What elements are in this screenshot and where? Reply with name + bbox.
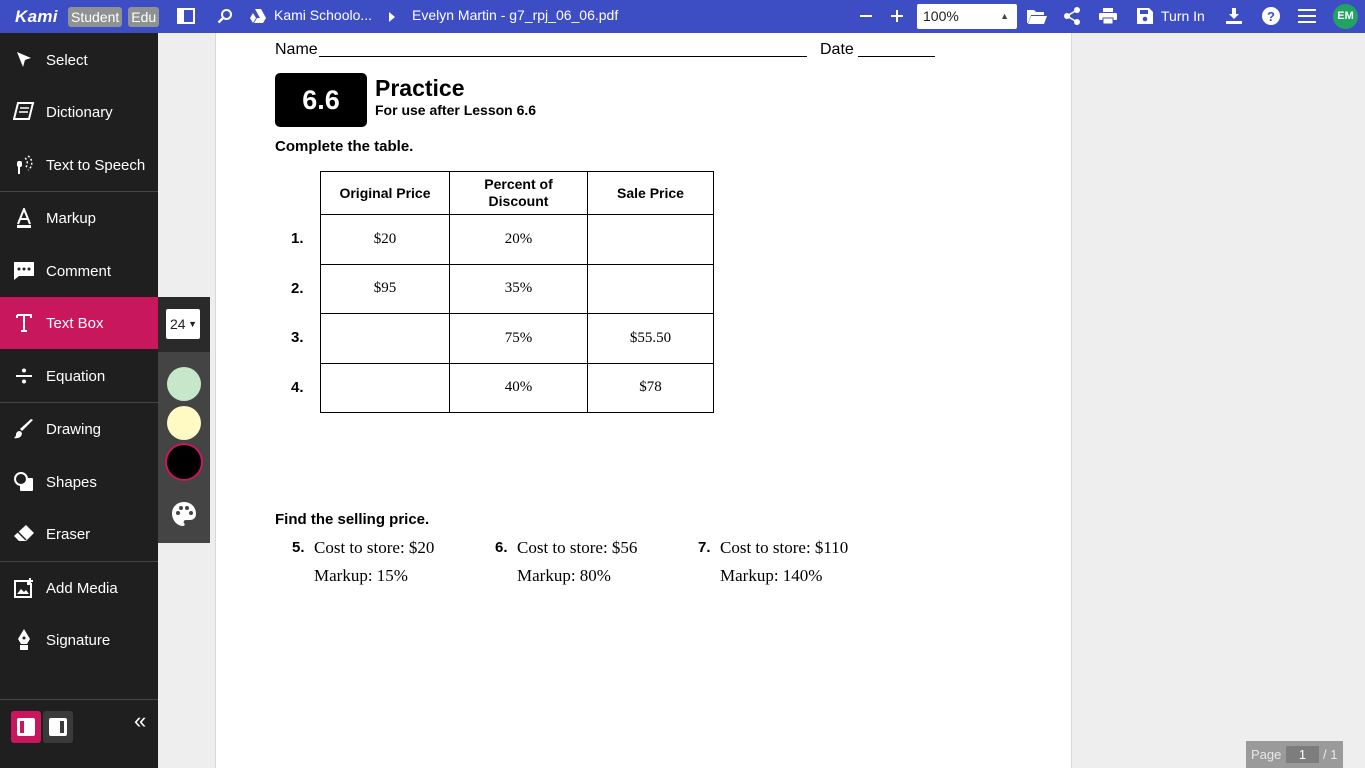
tool-signature[interactable]: [0, 614, 158, 666]
print-icon[interactable]: [1097, 5, 1119, 27]
table-row: [321, 215, 714, 265]
row-number: 1.: [291, 230, 304, 247]
save-icon[interactable]: [1134, 5, 1156, 27]
row-number: 3.: [291, 329, 304, 346]
tool-drawing[interactable]: [0, 403, 158, 455]
problem-cost: Cost to store: $20: [314, 538, 435, 557]
color-swatch-yellow[interactable]: [167, 406, 201, 440]
table-cell-sale: $78: [588, 363, 714, 413]
zoom-select[interactable]: [917, 4, 1017, 29]
edu-badge: Edu: [128, 7, 159, 27]
svg-text:?: ?: [1267, 9, 1275, 24]
table-header: Sale Price: [588, 172, 714, 215]
markup-icon: [0, 208, 46, 228]
layout-left-button[interactable]: [11, 711, 41, 743]
table-cell-sale: $55.50: [588, 314, 714, 364]
problem-number: 6.: [495, 539, 508, 556]
tool-dictionary[interactable]: [0, 86, 158, 138]
table-cell-percent: 20%: [450, 215, 588, 265]
tool-equation[interactable]: [0, 350, 158, 402]
font-size-value: 24: [170, 316, 186, 332]
speech-icon: [0, 155, 46, 175]
tool-shapes-label: Shapes: [46, 473, 97, 491]
user-avatar[interactable]: EM: [1333, 4, 1358, 29]
tool-select[interactable]: [0, 34, 158, 86]
tool-dictionary-label: Dictionary: [46, 103, 113, 121]
layout-right-button[interactable]: [43, 711, 73, 743]
table-header: Percent of Discount: [450, 172, 588, 215]
media-icon: [0, 578, 46, 598]
table-cell-sale[interactable]: [588, 264, 714, 314]
tool-markup[interactable]: [0, 192, 158, 244]
tool-signature-label: Signature: [46, 631, 111, 649]
folder-open-icon[interactable]: [1026, 5, 1048, 27]
problem-number: 5.: [292, 539, 305, 556]
tool-add-media[interactable]: [0, 562, 158, 614]
palette-icon[interactable]: [171, 501, 197, 532]
textbox-icon: [0, 314, 46, 332]
problem-cost: Cost to store: $110: [720, 538, 849, 557]
page-total: / 1: [1323, 747, 1338, 762]
table-cell-sale[interactable]: [588, 215, 714, 265]
textbox-options-panel: [158, 297, 210, 543]
table-row: [321, 264, 714, 314]
tool-text-to-speech-label: Text to Speech: [46, 156, 146, 174]
table-cell-original: $95: [321, 264, 450, 314]
tool-add-media-label: Add Media: [46, 579, 118, 597]
updown-arrow-icon: ▲: [1000, 11, 1009, 21]
eraser-icon: [0, 525, 46, 543]
table-cell-percent: 35%: [450, 264, 588, 314]
tool-drawing-label: Drawing: [46, 420, 102, 438]
tool-select-label: Select: [46, 51, 88, 69]
zoom-value: 100%: [923, 8, 959, 24]
google-drive-icon: [247, 5, 269, 27]
breadcrumb-folder[interactable]: Kami Schoolo...: [274, 7, 373, 23]
name-label: Name: [275, 41, 318, 58]
zoom-out-icon[interactable]: [855, 5, 877, 27]
problem-markup: Markup: 80%: [517, 566, 611, 585]
comment-icon: [0, 262, 46, 280]
instruction-complete-table: Complete the table.: [275, 138, 414, 155]
date-line: [858, 56, 935, 57]
problem-markup: Markup: 15%: [314, 566, 408, 585]
problem-number: 7.: [698, 539, 711, 556]
problem-cost: Cost to store: $56: [517, 538, 638, 557]
page-label: Page: [1251, 747, 1282, 762]
font-size-area: [158, 297, 210, 352]
table-cell-original[interactable]: [321, 314, 450, 364]
breadcrumb-file-name[interactable]: Evelyn Martin - g7_rpj_06_06.pdf: [412, 7, 619, 23]
font-size-select[interactable]: [166, 309, 200, 339]
tool-comment[interactable]: [0, 245, 158, 297]
table-row: [321, 363, 714, 413]
tool-text-box-label: Text Box: [46, 314, 104, 332]
role-badge: Student: [68, 7, 122, 27]
discount-table: [320, 171, 714, 413]
cursor-icon: [0, 51, 46, 69]
book-icon: [0, 102, 46, 122]
share-icon[interactable]: [1061, 5, 1083, 27]
turn-in-button[interactable]: Turn In: [1161, 8, 1205, 24]
instruction-selling-price: Find the selling price.: [275, 511, 430, 528]
tool-text-to-speech[interactable]: [0, 139, 158, 191]
color-swatch-black[interactable]: [167, 445, 201, 479]
lesson-badge: 6.6: [275, 73, 367, 127]
page-title: Practice: [375, 75, 465, 101]
row-number: 4.: [291, 379, 304, 396]
tool-shapes[interactable]: [0, 456, 158, 508]
divide-icon: [0, 368, 46, 384]
collapse-sidebar-icon[interactable]: «: [134, 708, 147, 733]
sidebar-toggle-icon[interactable]: [175, 5, 197, 27]
tool-markup-label: Markup: [46, 209, 97, 227]
tool-comment-label: Comment: [46, 262, 112, 280]
tool-text-box[interactable]: [0, 297, 158, 349]
tool-equation-label: Equation: [46, 367, 106, 385]
name-line: [319, 56, 807, 57]
pen-nib-icon: [0, 629, 46, 651]
color-swatch-green[interactable]: [167, 367, 201, 401]
page-number-input[interactable]: 1: [1286, 746, 1319, 763]
page-indicator: [1246, 741, 1343, 768]
table-cell-percent: 75%: [450, 314, 588, 364]
caret-down-icon: ▼: [188, 319, 197, 329]
tool-eraser[interactable]: [0, 508, 158, 560]
brush-icon: [0, 419, 46, 439]
table-cell-original: $20: [321, 215, 450, 265]
tools-sidebar: [0, 33, 158, 768]
help-icon[interactable]: [1260, 5, 1282, 27]
chevron-right-icon: [389, 9, 395, 27]
zoom-in-icon[interactable]: [886, 5, 908, 27]
download-icon[interactable]: [1223, 5, 1245, 27]
table-header: Original Price: [321, 172, 450, 215]
problem-markup: Markup: 140%: [720, 566, 823, 585]
panel-right-icon: [43, 711, 73, 743]
sidebar-divider: [0, 699, 158, 700]
table-cell-original[interactable]: [321, 363, 450, 413]
kami-logo[interactable]: Kami: [15, 6, 58, 26]
pdf-page: [215, 33, 1072, 768]
date-label: Date: [820, 41, 854, 58]
search-icon[interactable]: [214, 5, 236, 27]
table-cell-percent: 40%: [450, 363, 588, 413]
table-header-row: [321, 172, 714, 215]
top-toolbar: [0, 0, 1365, 33]
shapes-icon: [0, 472, 46, 492]
menu-icon[interactable]: [1296, 5, 1318, 27]
page-subtitle: For use after Lesson 6.6: [375, 102, 537, 118]
table-row: [321, 314, 714, 364]
panel-left-icon: [11, 711, 41, 743]
tool-eraser-label: Eraser: [46, 525, 91, 543]
row-number: 2.: [291, 280, 304, 297]
